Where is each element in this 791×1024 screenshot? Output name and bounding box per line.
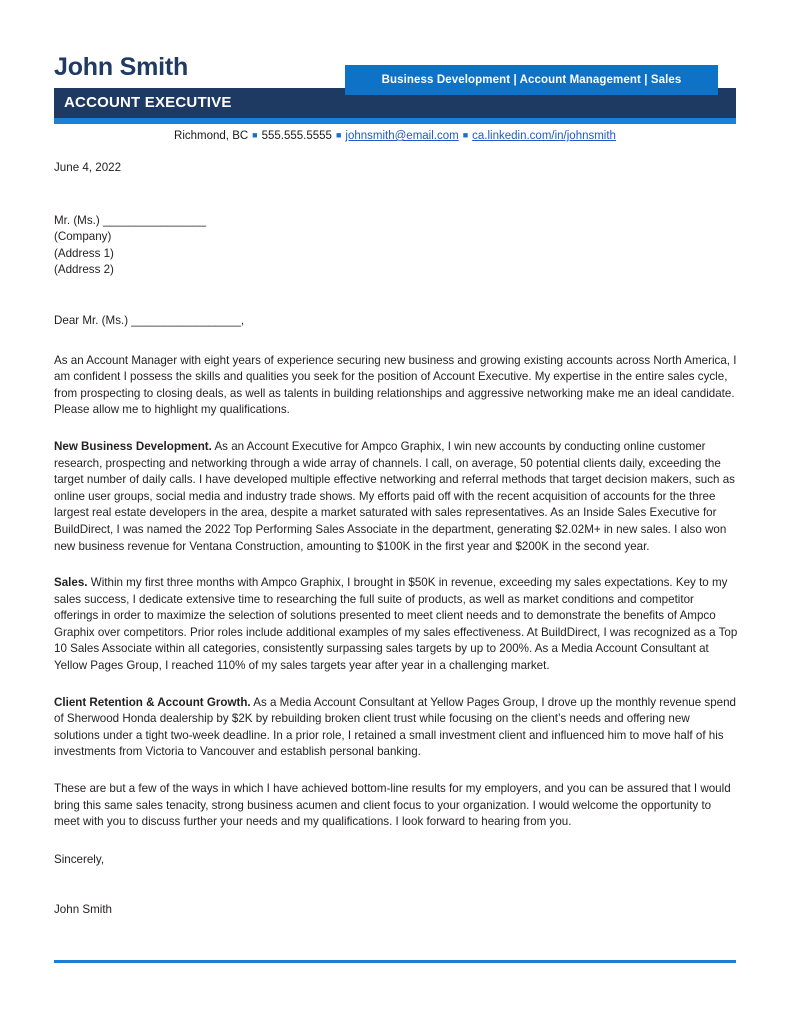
square-bullet-icon: ■ bbox=[252, 130, 258, 140]
contact-location: Richmond, BC bbox=[174, 130, 249, 142]
recipient-company-line: (Company) bbox=[54, 230, 112, 244]
tagline-text: Business Development | Account Management | Sales bbox=[381, 74, 682, 86]
tagline-box bbox=[345, 65, 718, 95]
paragraph-text: Within my first three months with Ampco Graphix, I brought in $50K in revenue, exceeding my sales expectations. Key to my sales success, I dedicate extensive time to researching the full suite of products, as well as market conditions and competitor offerings in order to maximize the selection of solutions presented to meet client needs and to demonstrate the benefits of Ampco Graphix over competitors. Prior roles include additional examples of my sales effectiveness. At BuildDirect, I was recognized as a Top 10 Sales Associate within all categories, consistently surpassing sales targets by up to 200%. As a Media Account Consultant at Yellow Pages Group, I reached 110% of my sales targets year after year in a challenging market. bbox=[54, 576, 738, 673]
paragraph-text: As a Media Account Consultant at Yellow Pages Group, I drove up the monthly revenue spend of Sherwood Honda dealership by $2K by rebuilding broken client trust while focusing on the client’s needs and offering new solutions under a tight two-week deadline. In a prior role, I retained a small investment client and influenced him to move half of his investments from Victoria to Vancouver and establish personal banking. bbox=[54, 695, 736, 759]
paragraph-text: As an Account Manager with eight years of experience securing new business and growing existing accounts across North America, I am confident I possess the skills and qualities you seek for the position of Account Executive. My expertise in the entire sales cycle, from prospecting to closing deals, as well as talents in building relationships and aggressive networking make me an ideal candidate. Please allow me to highlight my qualifications. bbox=[54, 353, 737, 417]
contact-phone: 555.555.5555 bbox=[261, 130, 332, 142]
job-title-text: ACCOUNT EXECUTIVE bbox=[64, 94, 232, 111]
square-bullet-icon: ■ bbox=[462, 130, 469, 140]
paragraph-lead: Sales. bbox=[54, 576, 88, 590]
letterhead-header bbox=[54, 52, 736, 128]
square-bullet-icon: ■ bbox=[335, 130, 342, 140]
body-paragraph bbox=[54, 675, 738, 761]
body-paragraph bbox=[54, 555, 738, 675]
paragraph-text: These are but a few of the ways in which I have achieved bottom-line results for my employers, and you can be assured that I would bring this same sales tenacity, strong business acumen and client focus to your organization. I would welcome the opportunity to meet with you to discuss further your needs and my qualifications. I look forward to hearing from you. bbox=[54, 782, 731, 829]
salutation: Dear Mr. (Ms.) _________________, bbox=[54, 313, 245, 327]
paragraph-lead: Client Retention & Account Growth. bbox=[54, 695, 251, 709]
contact-linkedin-link[interactable]: ca.linkedin.com/in/johnsmith bbox=[472, 130, 616, 142]
body-paragraph bbox=[54, 330, 738, 419]
paragraph-text: As an Account Executive for Ampco Graphix, I win new accounts by conducting online customer research, prospecting and networking through a wide array of channels. I call, on average, 50 potential clients daily, exceeding the target number of daily calls. I have developed multiple effective networking and referral methods that target decision makers, such as online user groups, social media and industry trade shows. My efforts paid off with the recent acquisition of accounts for the three largest real estate developers in the area, despite a market saturated with sales representatives. As an Inside Sales Executive for BuildDirect, I was named the 2022 Top Performing Sales Associate in the department, generating $2.02M+ in new sales. I also won new business revenue for Ventana Construction, amounting to $100K in the first year and $200K in the second year. bbox=[54, 439, 735, 553]
body-paragraph bbox=[54, 419, 738, 555]
body-paragraph bbox=[54, 761, 738, 831]
closing-salutation: Sincerely, bbox=[54, 852, 105, 866]
recipient-name-line: Mr. (Ms.) ________________ bbox=[54, 213, 207, 227]
signature-name: John Smith bbox=[54, 903, 112, 917]
contact-email-link[interactable]: johnsmith@email.com bbox=[345, 130, 459, 142]
contact-line bbox=[54, 128, 736, 143]
page-title: John Smith bbox=[54, 53, 189, 81]
recipient-address1-line: (Address 1) bbox=[54, 246, 114, 260]
recipient-address-block bbox=[54, 213, 738, 279]
letter-body bbox=[54, 158, 738, 919]
paragraph-lead: New Business Development. bbox=[54, 439, 212, 453]
header-accent-strip bbox=[54, 118, 736, 124]
recipient-address2-line: (Address 2) bbox=[54, 263, 114, 277]
footer-rule bbox=[54, 960, 736, 963]
letter-date: June 4, 2022 bbox=[54, 161, 122, 174]
